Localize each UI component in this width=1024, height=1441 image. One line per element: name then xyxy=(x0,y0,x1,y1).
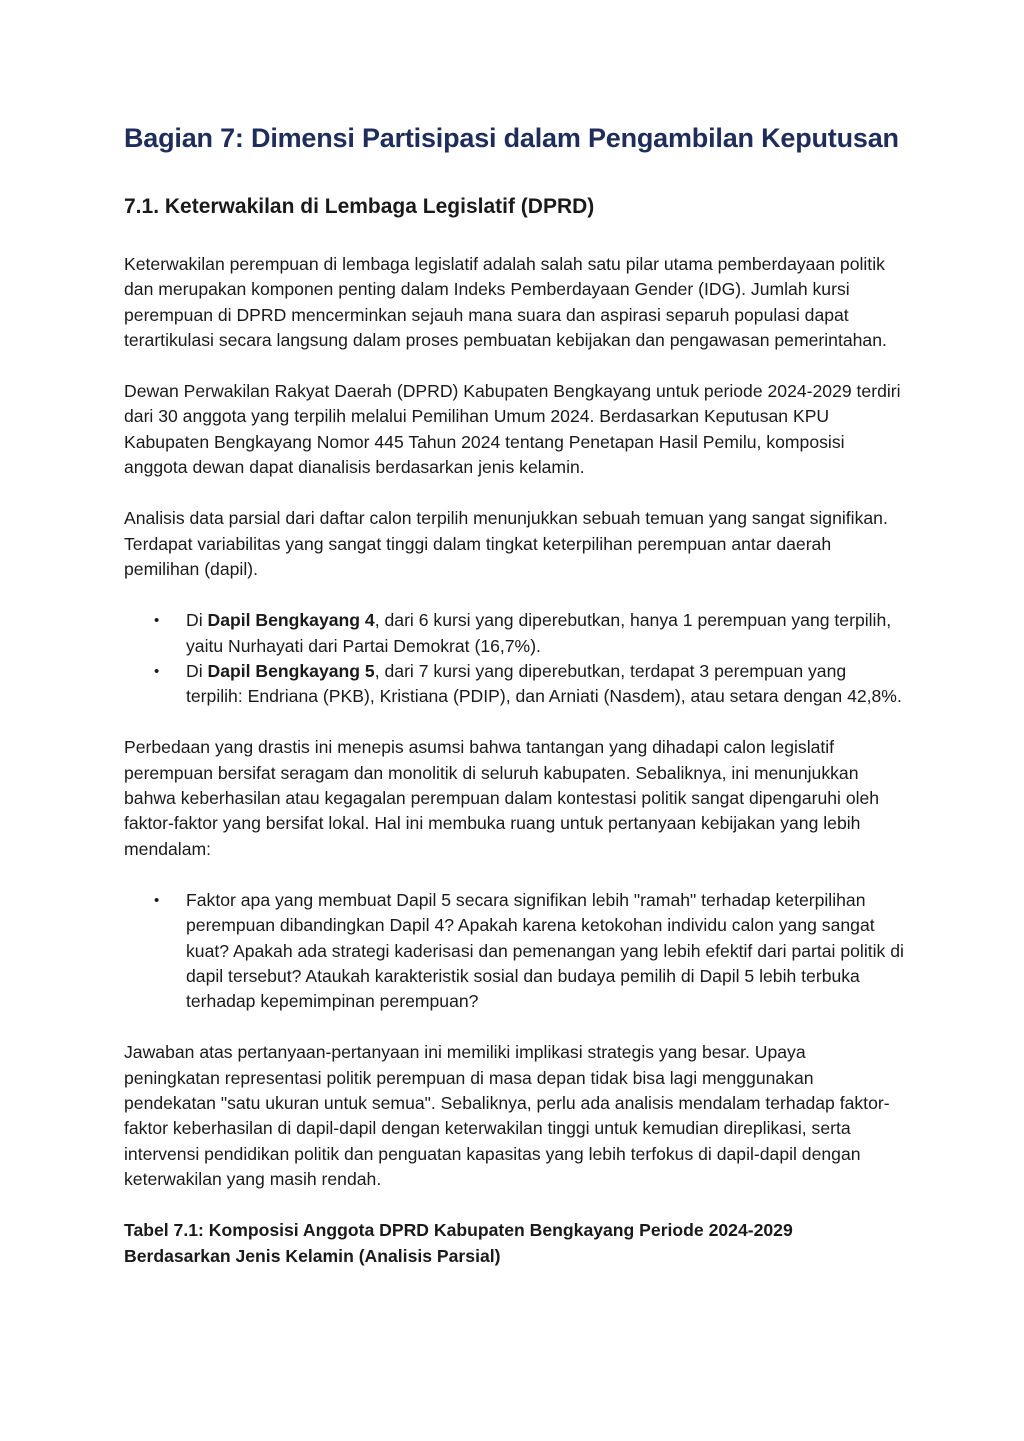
dapil-list xyxy=(124,608,904,709)
bullet-icon: • xyxy=(154,662,160,680)
list-item-question xyxy=(124,888,904,1014)
list-item-dapil-4 xyxy=(124,608,904,659)
list-item-prefix: Di xyxy=(186,610,208,631)
table-caption: Tabel 7.1: Komposisi Anggota DPRD Kabupaten Bengkayang Periode 2024-2029 Berdasarkan Jenis Kelamin (Analisis Parsial) xyxy=(124,1220,793,1266)
list-item-text: Faktor apa yang membuat Dapil 5 secara signifikan lebih "ramah" terhadap keterpilihan perempuan dibandingkan Dapil 4? Apakah karena ketokohan individu calon yang sangat kuat? Apakah ada strategi kaderisasi dan pemenangan yang lebih efektif dari partai politik di dapil tersebut? Ataukah karakteristik sosial dan budaya pemilih di Dapil 5 lebih terbuka terhadap kepemimpinan perempuan? xyxy=(186,889,904,1012)
list-item-text: , dari 6 kursi yang diperebutkan, hanya 1 perempuan yang terpilih, yaitu Nurhayati dari Partai Demokrat (16,7%). xyxy=(186,610,892,656)
paragraph-analysis: Analisis data parsial dari daftar calon terpilih menunjukkan sebuah temuan yang sangat signifikan. Terdapat variabilitas yang sangat tinggi dalam tingkat keterpilihan perempuan antar daerah pemilihan (dapil). xyxy=(124,508,888,579)
list-item-bold: Dapil Bengkayang 5 xyxy=(207,660,375,681)
paragraph-dprd-composition: Dewan Perwakilan Rakyat Daerah (DPRD) Kabupaten Bengkayang untuk periode 2024-2029 terdiri dari 30 anggota yang terpilih melalui Pemilihan Umum 2024. Berdasarkan Keputusan KPU Kabupaten Bengkayang Nomor 445 Tahun 2024 tentang Penetapan Hasil Pemilu, komposisi anggota dewan dapat dianalisis berdasarkan jenis kelamin. xyxy=(124,381,901,478)
subsection-heading: 7.1. Keterwakilan di Lembaga Legislatif (DPRD) xyxy=(124,195,595,218)
list-item-dapil-5 xyxy=(124,659,904,710)
bullet-icon: • xyxy=(154,612,160,630)
paragraph-implications: Jawaban atas pertanyaan-pertanyaan ini memiliki implikasi strategis yang besar. Upaya peningkatan representasi politik perempuan di masa depan tidak bisa lagi menggunakan pendekatan "satu ukuran untuk semua". Sebaliknya, perlu ada analisis mendalam terhadap faktor-faktor keberhasilan di dapil-dapil dengan keterwakilan tinggi untuk kemudian direplikasi, serta intervensi pendidikan politik dan penguatan kapasitas yang lebih terfokus di dapil-dapil dengan keterwakilan yang masih rendah. xyxy=(124,1042,890,1189)
list-item-bold: Dapil Bengkayang 4 xyxy=(207,610,375,631)
paragraph-intro: Keterwakilan perempuan di lembaga legislatif adalah salah satu pilar utama pemberdayaan politik dan merupakan komponen penting dalam Indeks Pemberdayaan Gender (IDG). Jumlah kursi perempuan di DPRD mencerminkan sejauh mana suara dan aspirasi separuh populasi dapat terartikulasi secara langsung dalam proses pembuatan kebijakan dan pengawasan pemerintahan. xyxy=(124,254,887,350)
paragraph-difference: Perbedaan yang drastis ini menepis asumsi bahwa tantangan yang dihadapi calon legislatif perempuan bersifat seragam dan monolitik di seluruh kabupaten. Sebaliknya, ini menunjukkan bahwa keberhasilan atau kegagalan perempuan dalam kontestasi politik sangat dipengaruhi oleh faktor-faktor yang bersifat lokal. Hal ini membuka ruang untuk pertanyaan kebijakan yang lebih mendalam: xyxy=(124,737,880,859)
section-heading: Bagian 7: Dimensi Partisipasi dalam Pengambilan Keputusan xyxy=(124,123,899,153)
question-list xyxy=(124,888,904,1014)
document-page xyxy=(124,118,904,1269)
bullet-icon: • xyxy=(154,891,160,909)
list-item-prefix: Di xyxy=(186,660,208,681)
list-item-text: , dari 7 kursi yang diperebutkan, terdapat 3 perempuan yang terpilih: Endriana (PKB), Kristiana (PDIP), dan Arniati (Nasdem), atau setara dengan 42,8%. xyxy=(186,660,902,707)
